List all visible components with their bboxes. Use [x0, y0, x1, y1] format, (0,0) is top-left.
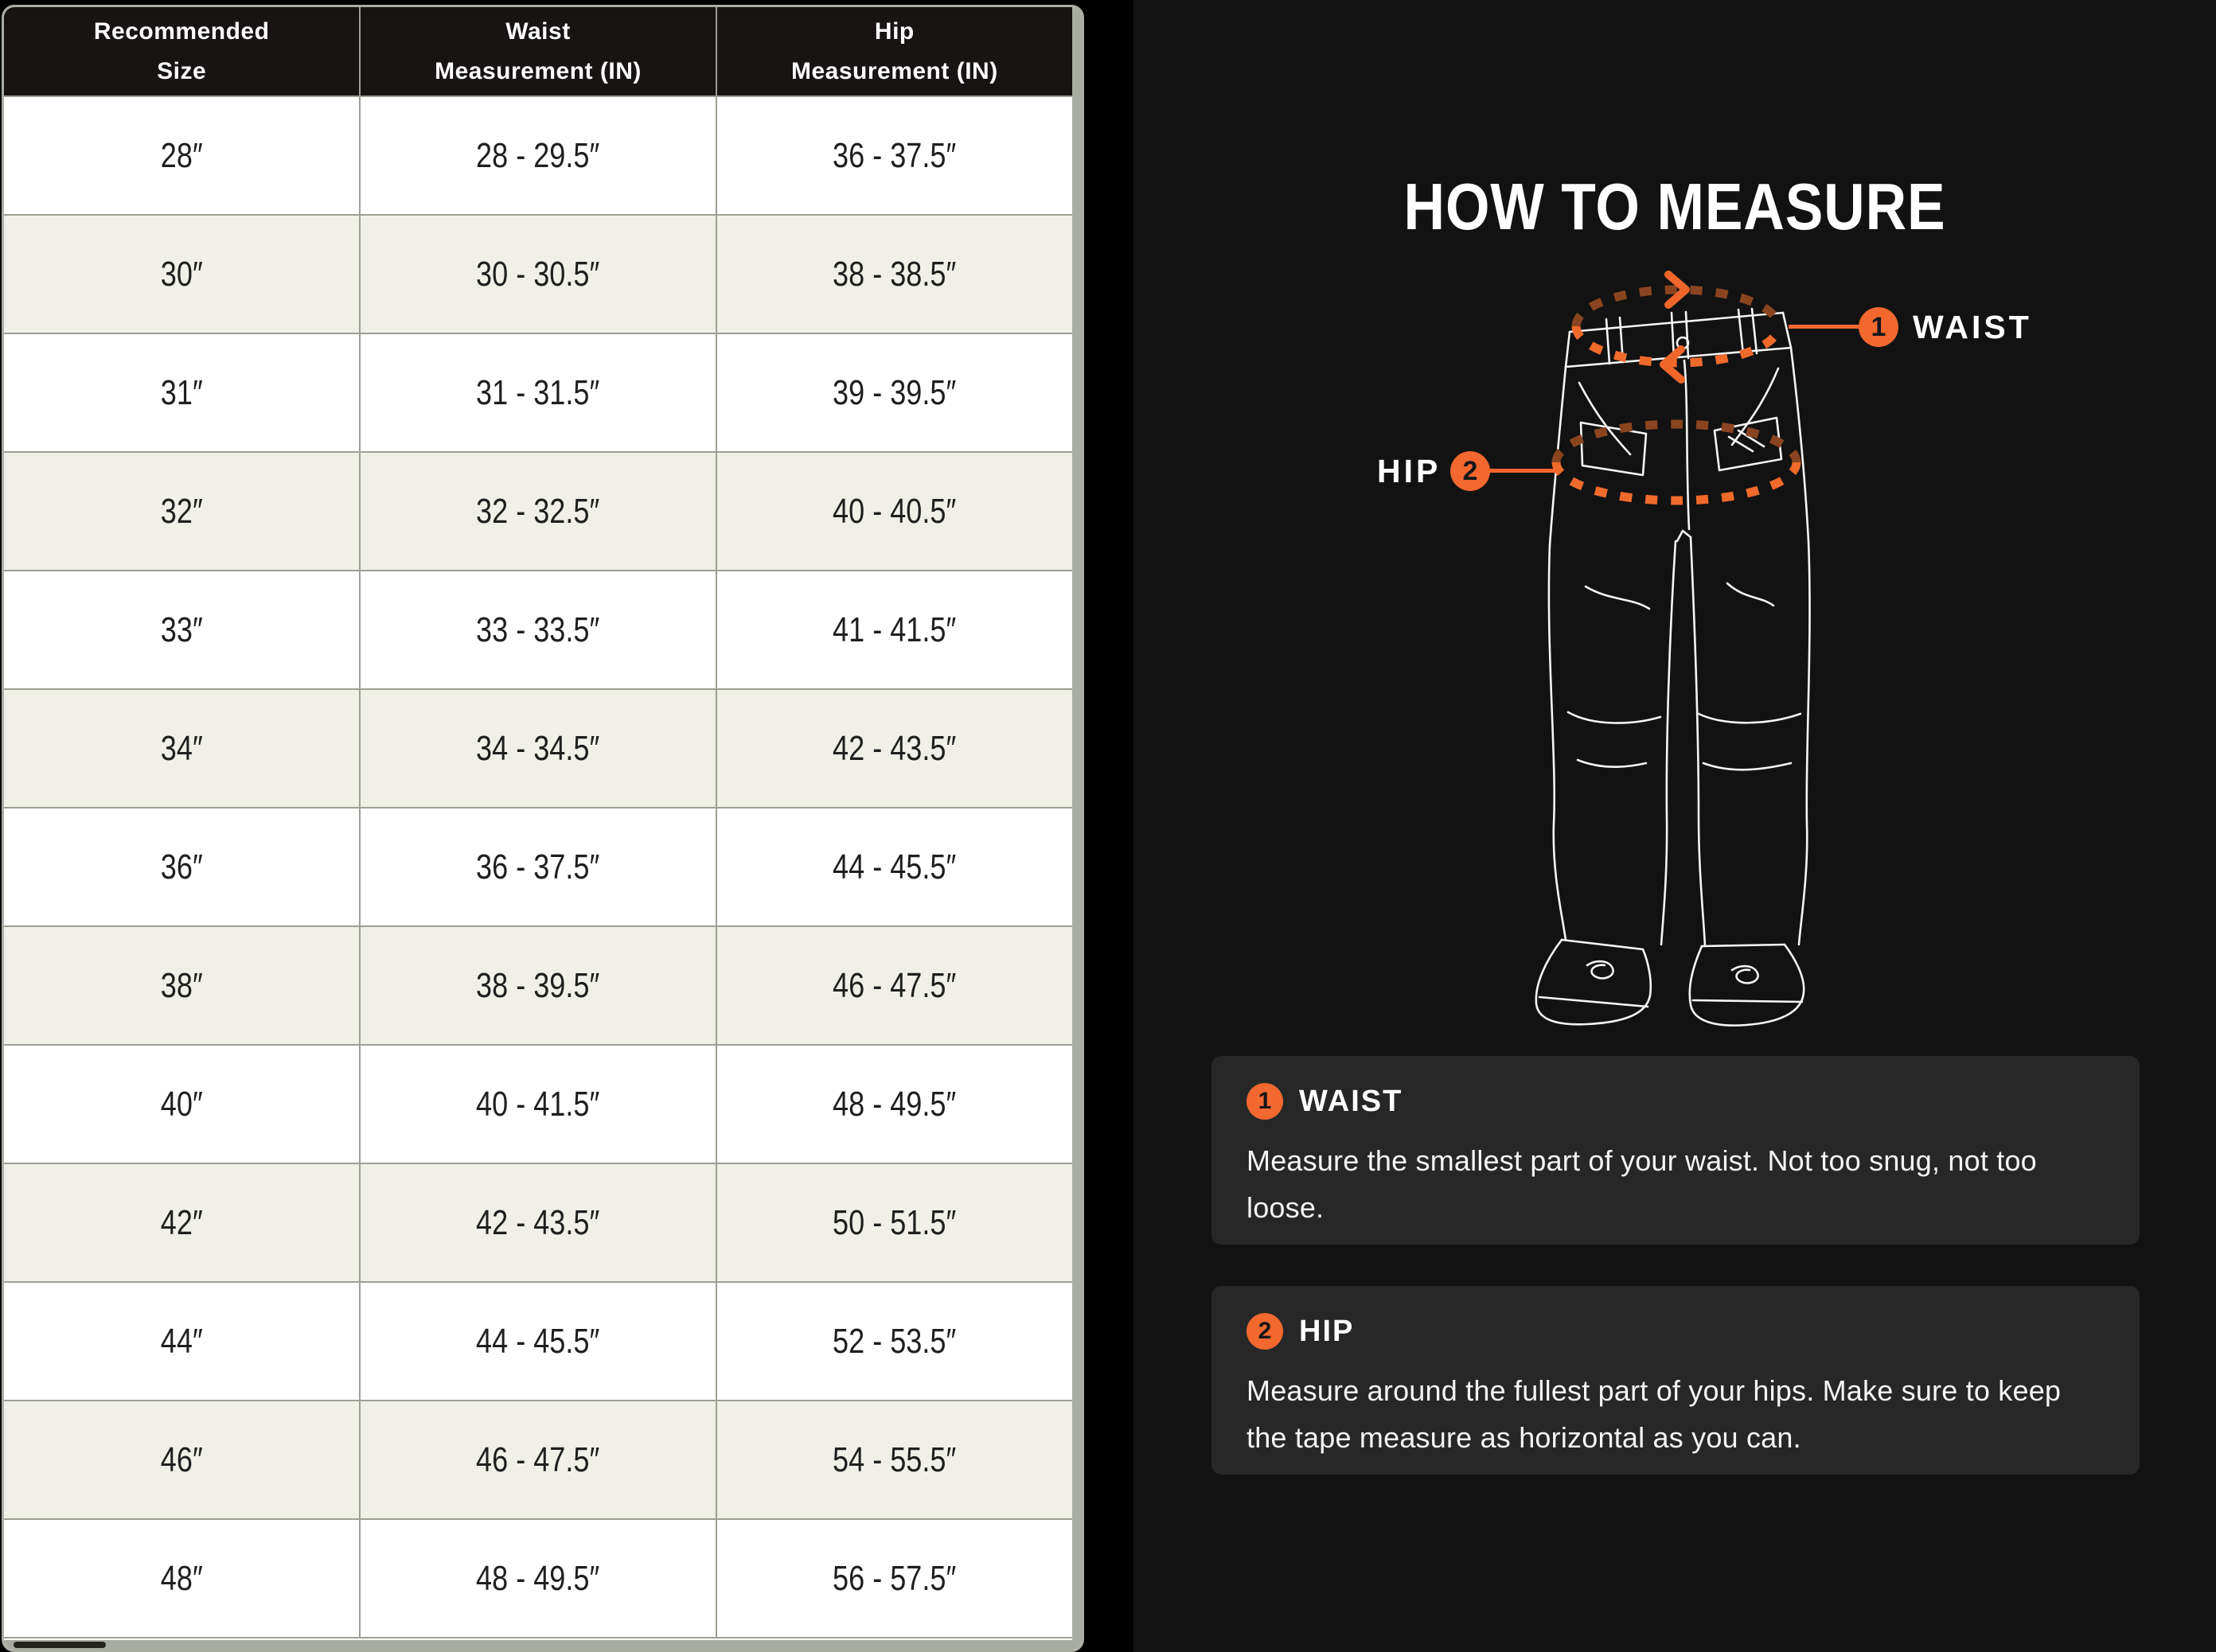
waist-callout-badge: 1 — [1859, 307, 1898, 347]
hip-tip-card — [1211, 1286, 2140, 1475]
size-chart-scroll-area[interactable] — [4, 7, 1072, 1640]
col-header-line: Recommended — [93, 18, 270, 45]
size-chart-header — [4, 7, 1072, 96]
waist-tip-header — [1246, 1083, 2105, 1120]
waist-tip-text: Measure the smallest part of your waist. Not too snug, not too loose. — [1246, 1144, 2037, 1224]
hip-callout-badge: 2 — [1450, 451, 1490, 491]
hip-range: 54 - 55.5″ — [716, 1401, 1072, 1519]
col-header-waist-measurement — [360, 7, 716, 96]
col-header-line: Measurement (IN) — [790, 57, 998, 84]
waist-tip-badge: 1 — [1246, 1083, 1283, 1120]
how-to-measure-panel — [1133, 0, 2216, 1652]
table-row — [4, 96, 1072, 215]
table-row — [4, 689, 1072, 808]
col-header-hip-measurement — [716, 7, 1072, 96]
waist-tip-title: WAIST — [1299, 1084, 1403, 1118]
size-value: 33″ — [4, 571, 360, 689]
hip-tip-badge: 2 — [1246, 1313, 1283, 1350]
hip-range: 48 - 49.5″ — [716, 1045, 1072, 1163]
waist-range: 42 - 43.5″ — [360, 1163, 716, 1282]
table-row — [4, 1045, 1072, 1163]
hip-tip-text: Measure around the fullest part of your hips. Make sure to keep the tape measure as horizontal as you can. — [1246, 1374, 2062, 1454]
col-header-line: Hip — [874, 18, 915, 45]
size-value: 38″ — [4, 926, 360, 1045]
size-value: 31″ — [4, 333, 360, 452]
vertical-scrollbar[interactable] — [1072, 7, 1082, 1640]
waist-callout-label: WAIST — [1913, 309, 2032, 345]
panel-title: HOW TO MEASURE — [1403, 169, 1946, 244]
table-row — [4, 571, 1072, 689]
table-row — [4, 808, 1072, 926]
waist-range: 44 - 45.5″ — [360, 1282, 716, 1401]
size-value: 32″ — [4, 452, 360, 571]
hip-range: 56 - 57.5″ — [716, 1519, 1072, 1638]
table-row — [4, 1163, 1072, 1282]
table-row — [4, 1519, 1072, 1638]
hip-range: 40 - 40.5″ — [716, 452, 1072, 571]
waist-range: 28 - 29.5″ — [360, 96, 716, 215]
size-value: 46″ — [4, 1401, 360, 1519]
waist-range: 33 - 33.5″ — [360, 571, 716, 689]
waist-range: 36 - 37.5″ — [360, 808, 716, 926]
hip-range: 38 - 38.5″ — [716, 215, 1072, 333]
waist-callout-line — [1789, 325, 1862, 329]
col-header-line: Waist — [505, 18, 571, 45]
hip-range: 41 - 41.5″ — [716, 571, 1072, 689]
waist-range: 31 - 31.5″ — [360, 333, 716, 452]
hip-range: 50 - 51.5″ — [716, 1163, 1072, 1282]
table-row — [4, 215, 1072, 333]
col-header-line: Measurement (IN) — [435, 57, 642, 84]
hip-range: 46 - 47.5″ — [716, 926, 1072, 1045]
hip-range: 36 - 37.5″ — [716, 96, 1072, 215]
hip-range: 44 - 45.5″ — [716, 808, 1072, 926]
pants-illustration — [1490, 267, 1864, 1031]
size-chart-table — [4, 7, 1072, 1638]
waist-range: 32 - 32.5″ — [360, 452, 716, 571]
hip-callout-label: HIP — [1377, 453, 1442, 489]
hip-range: 42 - 43.5″ — [716, 689, 1072, 808]
size-chart-body — [4, 96, 1072, 1638]
waist-range: 48 - 49.5″ — [360, 1519, 716, 1638]
table-row — [4, 333, 1072, 452]
hip-callout-line — [1488, 469, 1559, 473]
waist-range: 46 - 47.5″ — [360, 1401, 716, 1519]
size-value: 34″ — [4, 689, 360, 808]
size-value: 48″ — [4, 1519, 360, 1638]
size-value: 36″ — [4, 808, 360, 926]
waist-range: 40 - 41.5″ — [360, 1045, 716, 1163]
col-header-line: Size — [157, 57, 207, 84]
horizontal-scrollbar-thumb[interactable] — [14, 1642, 106, 1648]
horizontal-scrollbar[interactable] — [4, 1640, 1082, 1650]
hip-tip-header — [1246, 1313, 2105, 1350]
hip-range: 39 - 39.5″ — [716, 333, 1072, 452]
table-row — [4, 926, 1072, 1045]
waist-tip-card — [1211, 1056, 2140, 1245]
size-value: 28″ — [4, 96, 360, 215]
size-value: 30″ — [4, 215, 360, 333]
size-chart-panel — [2, 5, 1084, 1652]
waist-range: 34 - 34.5″ — [360, 689, 716, 808]
col-header-recommended-size — [4, 7, 360, 96]
hip-range: 52 - 53.5″ — [716, 1282, 1072, 1401]
size-value: 44″ — [4, 1282, 360, 1401]
size-value: 42″ — [4, 1163, 360, 1282]
header-row — [4, 7, 1072, 96]
hip-tip-title: HIP — [1299, 1314, 1355, 1348]
table-row — [4, 1401, 1072, 1519]
table-row — [4, 452, 1072, 571]
waist-range: 38 - 39.5″ — [360, 926, 716, 1045]
size-value: 40″ — [4, 1045, 360, 1163]
waist-range: 30 - 30.5″ — [360, 215, 716, 333]
pants-line-art — [1490, 267, 1864, 1031]
table-row — [4, 1282, 1072, 1401]
